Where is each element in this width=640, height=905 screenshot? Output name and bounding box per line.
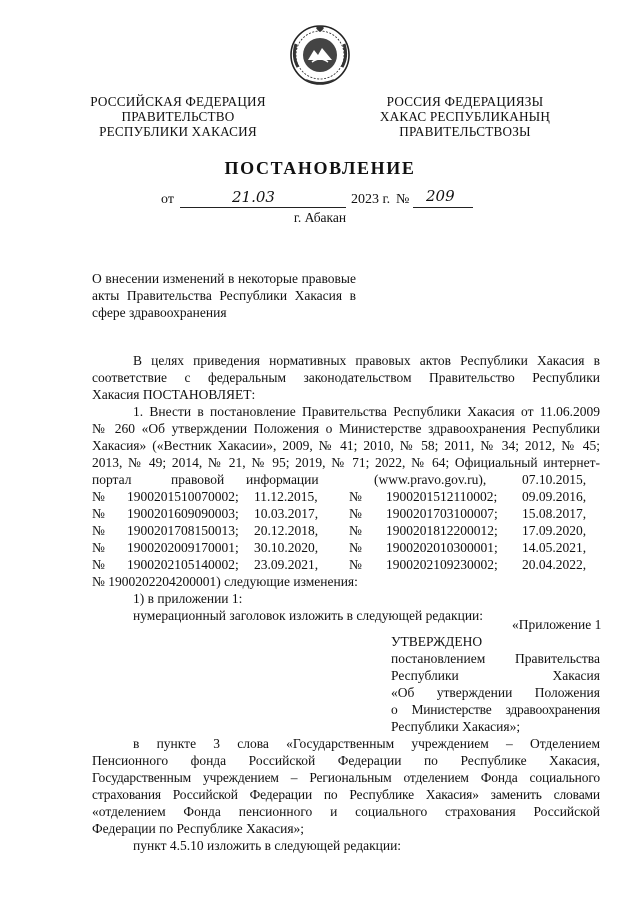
body-line: № 260 «Об утверждении Положения о Министерстве здравоохранения Республики (92, 421, 600, 436)
approval-line: Республики Хакасия (391, 668, 600, 683)
ref-cell: № (92, 557, 105, 572)
ref-cell: 1900201510070002; (127, 489, 239, 504)
header-right-line: ПРАВИТЕЛЬСТВОЗЫ (399, 124, 531, 139)
body-line: 1. Внести в постановление Правительства Республики Хакасия от 11.06.2009 (133, 404, 600, 419)
ref-cell: 1900201703100007; (386, 506, 498, 521)
ref-cell: 23.09.2021, (254, 557, 319, 572)
tail-line: Федерации по Республике Хакасия»; (92, 821, 305, 836)
ref-cell: 17.09.2020, (522, 523, 587, 538)
ref-cell: 15.08.2017, (522, 506, 587, 521)
number-handwritten: 209 (426, 187, 455, 205)
portal-cell: портал (92, 472, 132, 487)
ref-cell: № (92, 506, 105, 521)
place-label: г. Абакан (293, 210, 347, 225)
coat-of-arms-icon (288, 22, 352, 86)
number-sign: № (396, 192, 410, 207)
ref-cell: 10.03.2017, (254, 506, 319, 521)
body-line: 2013, № 49; 2014, № 21, № 95; 2019, № 71; 2022, № 64; Официальный интернет- (92, 455, 600, 470)
ref-cell: № (349, 557, 362, 572)
ref-cell: № (349, 523, 362, 538)
tail-line: Пенсионного фонда Российской Федерации по Республике Хакасия, (92, 753, 600, 768)
approval-line: «Об утверждении Положения (391, 685, 600, 700)
header-left-line: РЕСПУБЛИКИ ХАКАСИЯ (99, 124, 257, 139)
item-1: 1) в приложении 1: (133, 591, 243, 606)
ref-cell: № (349, 506, 362, 521)
year-label: 2023 г. (351, 192, 391, 207)
body-line: В целях приведения нормативных правовых актов Республики Хакасия в (133, 353, 600, 368)
ref-cell: 1900202010300001; (386, 540, 498, 555)
date-underline (180, 207, 346, 208)
ref-cell: № (92, 523, 105, 538)
tail-line: пункт 4.5.10 изложить в следующей редакции: (133, 838, 402, 853)
body-line: соответствие с федеральным законодательством Правительство Республики (92, 370, 600, 385)
header-left (80, 94, 276, 139)
ref-cell: № (349, 489, 362, 504)
ref-cell: 11.12.2015, (254, 489, 318, 504)
approval-line: постановлением Правительства (391, 651, 600, 666)
header-left-line: РОССИЙСКАЯ ФЕДЕРАЦИЯ (90, 94, 266, 109)
ref-cell: 1900202009170001; (127, 540, 239, 555)
body-line: Хакасия» («Вестник Хакасии», 2009, № 41; 2010, № 58; 2011, № 34; 2012, № 45; (92, 438, 600, 453)
ref-cell: 1900201609090003; (127, 506, 239, 521)
body-line: Хакасия ПОСТАНОВЛЯЕТ: (92, 387, 256, 402)
date-handwritten: 21.03 (232, 188, 275, 206)
approval-line: о Министерстве здравоохранения (391, 702, 600, 717)
portal-cell: (www.pravo.gov.ru), (374, 472, 487, 487)
portal-cell: информации (246, 472, 319, 487)
ref-last-line: № 1900202204200001) следующие изменения: (92, 574, 358, 589)
ref-cell: № (92, 540, 105, 555)
ref-cell: 1900201812200012; (386, 523, 498, 538)
ref-cell: № (349, 540, 362, 555)
approval-line: Республики Хакасия»; (391, 719, 521, 734)
ref-cell: 14.05.2021, (522, 540, 587, 555)
approved-label: УТВЕРЖДЕНО (391, 634, 483, 649)
ref-cell: 1900201512110002; (386, 489, 498, 504)
ref-cell: 1900201708150013; (127, 523, 239, 538)
header-right-line: ХАКАС РЕСПУБЛИКАНЫҢ (379, 109, 551, 124)
portal-cell: правовой (171, 472, 225, 487)
document-title: ПОСТАНОВЛЕНИЕ (224, 158, 416, 178)
ref-cell: 30.10.2020, (254, 540, 319, 555)
date-prefix: от (161, 192, 174, 207)
number-underline (413, 207, 473, 208)
ref-cell: № (92, 489, 105, 504)
portal-cell: 07.10.2015, (522, 472, 587, 487)
tail-line: Государственным учреждением – Региональным отделением Фонда социального (92, 770, 600, 785)
header-right (365, 94, 565, 139)
tail-line: в пункте 3 слова «Государственным учреждением – Отделением (133, 736, 600, 751)
tail-line: «отделением Фонда пенсионного и социального страхования Российской (92, 804, 600, 819)
header-right-line: РОССИЯ ФЕДЕРАЦИЯЗЫ (386, 94, 544, 109)
item-1-text: нумерационный заголовок изложить в следующей редакции: (133, 608, 484, 623)
ref-cell: 1900202105140002; (127, 557, 239, 572)
tail-line: страхования Российской Федерации по Республике Хакасия» заменить словами (92, 787, 600, 802)
ref-cell: 1900202109230002; (386, 557, 498, 572)
appendix-label: «Приложение 1 (512, 617, 602, 632)
header-left-line: ПРАВИТЕЛЬСТВО (121, 109, 235, 124)
document-subject: О внесении изменений в некоторые правовые акты Правительства Республики Хакасия в сфере здравоохранения (92, 271, 356, 320)
ref-cell: 20.04.2022, (522, 557, 587, 572)
ref-cell: 20.12.2018, (254, 523, 319, 538)
ref-cell: 09.09.2016, (522, 489, 587, 504)
